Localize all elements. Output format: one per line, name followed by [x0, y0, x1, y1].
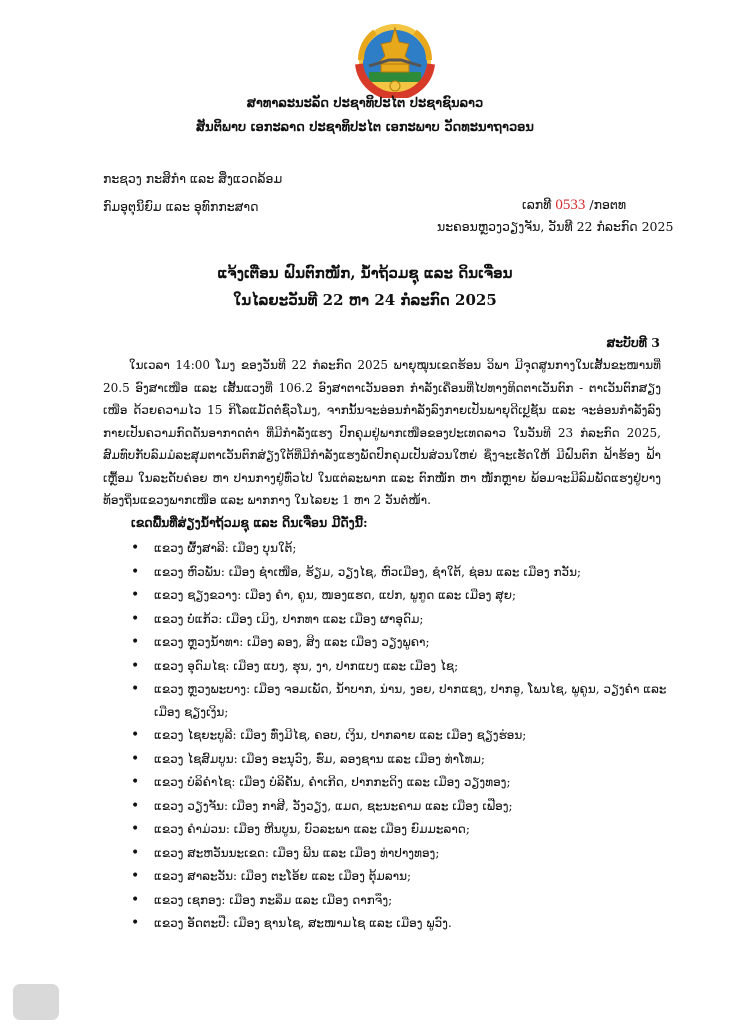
doc-number-prefix: ເລກທີ	[522, 197, 552, 212]
list-item: • ແຂວງ ອັດຕະປື: ເມືອງ ຊານໄຊ, ສະໜາມໄຊ ແລະ ເມືອງ ພູວົງ.	[130, 912, 670, 935]
national-motto-line2: ສັນຕິພາບ ເອກະລາດ ປະຊາທິປະໄຕ ເອກະພາບ ວັດທະນາຖາວອນ	[196, 120, 534, 135]
list-item: • ແຂວງ ບໍ່ແກ້ວ: ເມືອງ ເມິງ, ປາກທາ ແລະ ເມືອງ ຜາອຸດົມ;	[130, 608, 670, 631]
list-item: • ແຂວງ ໄຊຍະບູລີ: ເມືອງ ທົ່ງມີໄຊ, ຄອບ, ເງິນ, ປາກລາຍ ແລະ ເມືອງ ຊຽງຮ່ອນ;	[130, 724, 670, 747]
risk-area-list	[130, 537, 670, 936]
doc-number-value: 0533	[555, 197, 586, 213]
document-date: ນະຄອນຫຼວງວຽງຈັນ, ວັນທີ 22 ກໍລະກົດ 2025	[437, 219, 674, 234]
floating-action-button[interactable]	[13, 984, 59, 1020]
department-name: ກົມອຸຕຸນິຍົມ ແລະ ອຸທົກກະສາດ	[103, 199, 259, 214]
notice-title: ແຈ້ງເຕືອນ ຝົນຕົກໜັກ, ນ້ຳຖ້ວມຊຸ ແລະ ດິນເຈື່ອນ	[217, 264, 513, 282]
national-motto-line1: ສາທາລະນະລັດ ປະຊາທິປະໄຕ ປະຊາຊົນລາວ	[246, 96, 484, 111]
ministry-name: ກະຊວງ ກະສິກຳ ແລະ ສິ່ງແວດລ້ອມ	[103, 171, 283, 186]
list-item: • ແຂວງ ສະຫວັນນະເຂດ: ເມືອງ ພີນ ແລະ ເມືອງ ທ່າປາງທອງ;	[130, 842, 670, 865]
body-paragraph: ໃນເວລາ 14:00 ໂມງ ຂອງວັນທີ 22 ກໍລະກົດ 2025 ພາຍຸໝຸນເຂດຮ້ອນ ວິພາ ມີຈຸດສູນກາງໃນເສັ້ນຂະໜານທີ່ 20.5 ອົງສາເໜືອ ແລະ ເສັ້ນແວງທີ່ 106.2 ອົງສາຕາເວັນອອກ ກຳລັງເຄື່ອນທີ່ໄປທາງທິດຕາເວັນຕົກ - ຕາເວັນຕົກສຽງເໜືອ ດ້ວຍຄວາມໄວ 15 ກິໂລແມັດຕໍ່ຊົ່ວໂມງ, ຈາກນັ້ນຈະອ່ອນກຳລັງລົງກາຍເປັນພາຍຸດີເປຼຊັນ ແລະ ຈະອ່ອນກຳລັງລົງກາຍເປັນຄວາມກົດດັນອາກາດຕ່ຳ ທີ່ມີກຳລັງແຮງ ປົກຄຸມຢູ່ພາກເໜືອຂອງປະເທດລາວ ໃນວັນທີ 23 ກໍລະກົດ 2025, ສົມທົບກັບລົມມໍລະສຸມຕາເວັນຕົກສ່ຽງໃຕ້ທີ່ມີກຳລັງແຮງພັດປົກຄຸມເປັນສ່ວນໃຫຍ່ ຊຶ່ງຈະເຮັດໃຫ້ ມີຝົນຕົກ ຟ້າຮ້ອງ ຟ້າເຫຼື້ອມ ໃນລະດັບຄ່ອຍ ຫາ ປານກາງຢູ່ທົ່ວໄປ ໃນແຕ່ລະພາກ ແລະ ຕົກໜັກ ຫາ ໜັກຫຼາຍ ພ້ອມຈະມີລົມພັດແຮງຢູ່ບາງທ້ອງຖິ່ນແຂວງພາກເໜືອ ແລະ ພາກກາງ ໃນໄລຍະ 1 ຫາ 2 ວັນຕໍ່ໜ້າ.	[103, 358, 661, 507]
list-item: • ແຂວງ ຊຽງຂວາງ: ເມືອງ ຄຳ, ຄູນ, ໜອງແຮດ, ແປກ, ພູກູດ ແລະ ເມືອງ ສຸຍ;	[130, 584, 670, 607]
list-item: • ແຂວງ ສາລະວັນ: ເມືອງ ຕະໂອ້ຍ ແລະ ເມືອງ ຕຸ້ມລານ;	[130, 865, 670, 888]
document-number	[522, 197, 626, 214]
list-item: • ແຂວງ ຫຼວງພະບາງ: ເມືອງ ຈອມເພັດ, ນ້ຳບາກ, ນ່ານ, ງອຍ, ປາກແຊງ, ປາກອູ, ໂພນໄຊ, ພູຄູນ, ວຽງຄຳ ແລະ ເມືອງ ຊຽງເງິນ;	[130, 678, 670, 723]
list-item: • ແຂວງ ບໍລິຄຳໄຊ: ເມືອງ ບໍລິຄັນ, ຄຳເກີດ, ປາກກະດິງ ແລະ ເມືອງ ວຽງທອງ;	[130, 771, 670, 794]
list-item: • ແຂວງ ຫົວພັນ: ເມືອງ ຊຳເໜືອ, ຮ້ຽມ, ວຽງໄຊ, ຫົວເມືອງ, ຊຳໃຕ້, ຊ່ອນ ແລະ ເມືອງ ກວັນ;	[130, 561, 670, 584]
notice-period: ໃນໄລຍະວັນທີ 22 ຫາ 24 ກໍລະກົດ 2025	[233, 291, 497, 309]
list-item: • ແຂວງ ເຊກອງ: ເມືອງ ກະລຶມ ແລະ ເມືອງ ດາກຈຶງ;	[130, 889, 670, 912]
list-item: • ແຂວງ ຫຼວງນ້ຳທາ: ເມືອງ ລອງ, ສິງ ແລະ ເມືອງ ວຽງພູຄາ;	[130, 631, 670, 654]
list-item: • ແຂວງ ໄຊສົມບູນ: ເມືອງ ອະນຸວົງ, ຮົ່ມ, ລອງຊານ ແລະ ເມືອງ ທ່າໂທມ;	[130, 748, 670, 771]
list-item: • ແຂວງ ຄຳມ່ວນ: ເມືອງ ຫີນບູນ, ບົວລະພາ ແລະ ເມືອງ ຍົມມະລາດ;	[130, 818, 670, 841]
edition-label: ສະບັບທີ 3	[606, 335, 660, 350]
list-item: • ແຂວງ ອຸດົມໄຊ: ເມືອງ ແບງ, ຮຸນ, ງາ, ປາກແບງ ແລະ ເມືອງ ໄຊ;	[130, 655, 670, 678]
list-item: • ແຂວງ ຜົ້ງສາລີ: ເມືອງ ບຸນໃຕ້;	[130, 537, 670, 560]
lao-national-emblem-icon	[355, 20, 435, 98]
list-item: • ແຂວງ ວຽງຈັນ: ເມືອງ ກາສີ, ວັງວຽງ, ແມດ, ຊະນະຄາມ ແລະ ເມືອງ ເຟືອງ;	[130, 795, 670, 818]
areas-heading: ເຂດພື້ນທີ່ສ່ຽງນ້ຳຖ້ວມຊຸ ແລະ ດິນເຈື່ອນ ມີດັ່ງນີ້:	[131, 515, 368, 530]
doc-number-suffix: /ກອຕທ	[589, 197, 627, 212]
